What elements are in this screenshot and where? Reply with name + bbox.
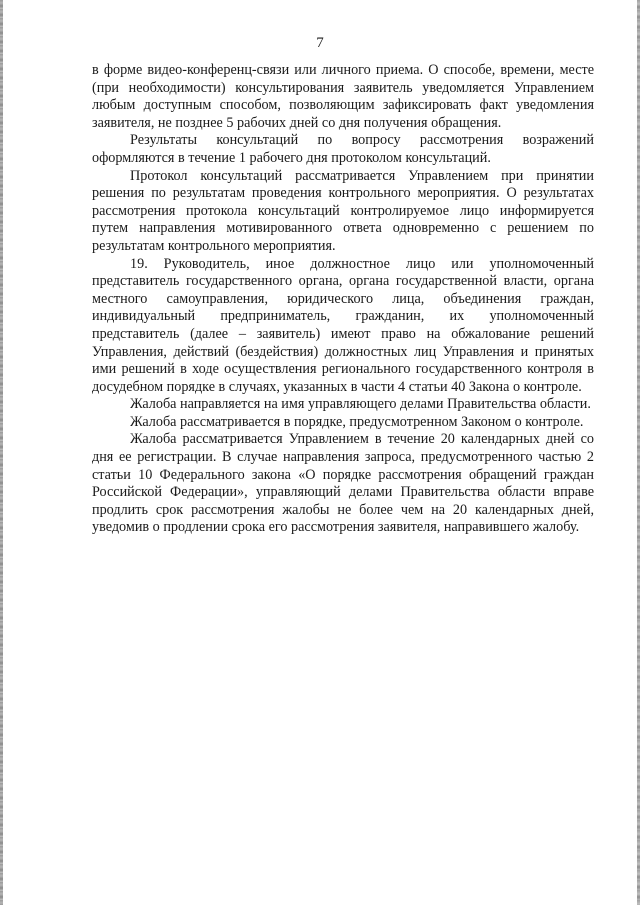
- paragraph-consultation-results: Результаты консультаций по вопросу рассмотрения возражений оформляются в течение 1 рабочего дня протоколом консультаций.: [92, 132, 594, 166]
- page-number: 7: [316, 35, 324, 51]
- paragraph-complaint-procedure: Жалоба рассматривается в порядке, предусмотренном Законом о контроле.: [130, 413, 584, 430]
- paragraph-continuation: в форме видео-конференц-связи или личного приема. О способе, времени, месте (при необходимости) консультирования заявитель уведомляется Управлением любым доступным способом, позволяющим зафиксировать факт уведомления заявителя, не позднее 5 рабочих дней со дня получения обращения.: [92, 62, 594, 131]
- paragraph-complaint-addressee: Жалоба направляется на имя управляющего делами Правительства области.: [130, 396, 591, 413]
- paragraph-complaint-term: Жалоба рассматривается Управлением в течение 20 календарных дней со дня ее регистрации. В случае направления запроса, предусмотренного частью 2 статьи 10 Федерального закона «О порядке рассмотрения обращений граждан Российской Федерации», управляющий делами Правительства области вправе продлить срок рассмотрения жалобы не более чем на 20 календарных дней, уведомив о продлении срока его рассмотрения заявителя, направившего жалобу.: [92, 431, 594, 536]
- scan-left-edge: [0, 0, 3, 905]
- document-body: [92, 62, 594, 537]
- paragraph-appeal-right: 19. Руководитель, иное должностное лицо или уполномоченный представитель государственного органа, органа государственной власти, органа местного самоуправления, юридического лица, объединения граждан, индивидуальный предприниматель, гражданин, их уполномоченный представитель (далее – заявитель) имеют право на обжалование решений Управления, действий (бездействия) должностных лиц Управления и принятых ими решений в ходе осуществления регионального государственного контроля в досудебном порядке в случаях, указанных в части 4 статьи 40 Закона о контроле.: [92, 255, 594, 395]
- paragraph-consultation-protocol: Протокол консультаций рассматривается Управлением при принятии решения по результатам проведения контрольного мероприятия. О результатах рассмотрения протокола консультаций контролируемое лицо информируется путем направления мотивированного ответа одновременно с решением по результатам контрольного мероприятия.: [92, 167, 594, 254]
